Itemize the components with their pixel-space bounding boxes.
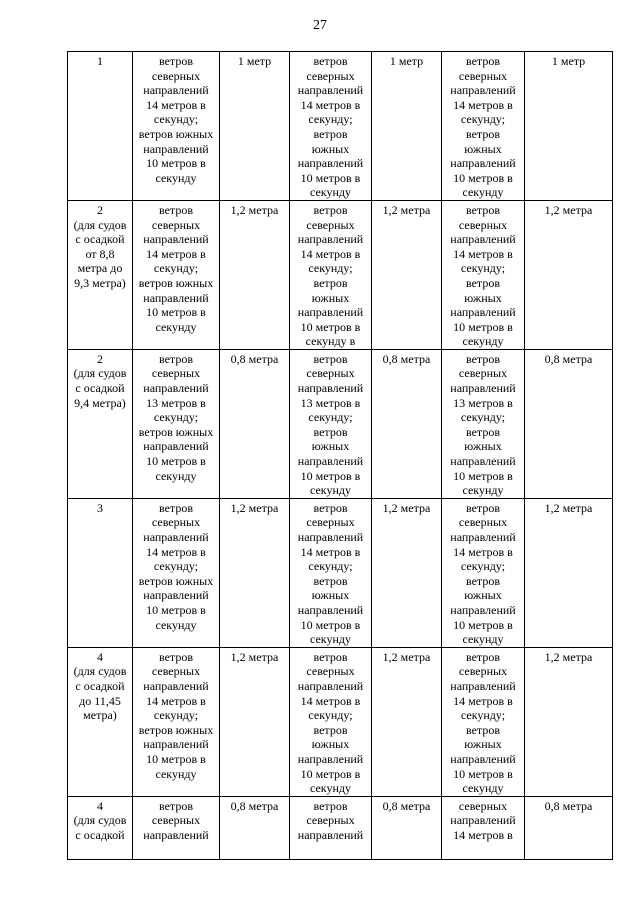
table-row xyxy=(68,647,613,796)
cell-number: 1 xyxy=(68,52,133,201)
cell-value: 1,2 метра xyxy=(372,647,442,796)
cell-wind-condition: ветров северных направлений 14 метров в секунду; ветров южных направлений 10 метров в секунду xyxy=(133,52,220,201)
cell-number: 4 (для судов с осадкой xyxy=(68,796,133,859)
cell-wind-condition: ветров северных направлений 14 метров в секунду; ветров южных направлений 10 метров в секунду xyxy=(290,647,372,796)
wind-restrictions-table xyxy=(67,51,613,860)
cell-wind-condition: ветров северных направлений 13 метров в секунду; ветров южных направлений 10 метров в секунду xyxy=(133,349,220,498)
cell-value: 1 метр xyxy=(220,52,290,201)
cell-value: 1,2 метра xyxy=(372,200,442,349)
table-body xyxy=(68,52,613,860)
cell-wind-condition: ветров северных направлений 14 метров в секунду; ветров южных направлений 10 метров в секунду xyxy=(442,52,525,201)
cell-value: 1,2 метра xyxy=(525,647,613,796)
cell-number: 4 (для судов с осадкой до 11,45 метра) xyxy=(68,647,133,796)
cell-value: 1,2 метра xyxy=(220,647,290,796)
cell-value: 0,8 метра xyxy=(372,796,442,859)
cell-number: 2 (для судов с осадкой от 8,8 метра до 9,3 метра) xyxy=(68,200,133,349)
cell-wind-condition: ветров северных направлений 14 метров в секунду; ветров южных направлений 10 метров в секунду xyxy=(290,52,372,201)
table-row xyxy=(68,349,613,498)
cell-wind-condition: ветров северных направлений 13 метров в секунду; ветров южных направлений 10 метров в секунду xyxy=(442,349,525,498)
cell-value: 1,2 метра xyxy=(220,498,290,647)
table-row xyxy=(68,796,613,859)
cell-value: 1,2 метра xyxy=(525,498,613,647)
cell-value: 0,8 метра xyxy=(525,796,613,859)
cell-wind-condition: ветров северных направлений 14 метров в секунду; ветров южных направлений 10 метров в секунду xyxy=(442,647,525,796)
table-row xyxy=(68,52,613,201)
cell-wind-condition: ветров северных направлений 14 метров в секунду; ветров южных направлений 10 метров в секунду xyxy=(133,647,220,796)
cell-wind-condition: северных направлений 14 метров в xyxy=(442,796,525,859)
cell-wind-condition: ветров северных направлений 14 метров в секунду; ветров южных направлений 10 метров в секунду xyxy=(290,498,372,647)
cell-number: 3 xyxy=(68,498,133,647)
cell-wind-condition: ветров северных направлений 13 метров в секунду; ветров южных направлений 10 метров в секунду xyxy=(290,349,372,498)
cell-wind-condition: ветров северных направлений xyxy=(290,796,372,859)
cell-value: 1,2 метра xyxy=(372,498,442,647)
cell-value: 0,8 метра xyxy=(525,349,613,498)
table-row xyxy=(68,498,613,647)
cell-value: 0,8 метра xyxy=(220,796,290,859)
page-number: 27 xyxy=(313,18,327,33)
cell-value: 0,8 метра xyxy=(220,349,290,498)
cell-wind-condition: ветров северных направлений 14 метров в секунду; ветров южных направлений 10 метров в секунду xyxy=(442,200,525,349)
cell-wind-condition: ветров северных направлений 14 метров в секунду; ветров южных направлений 10 метров в секунду xyxy=(133,498,220,647)
cell-value: 1,2 метра xyxy=(220,200,290,349)
cell-wind-condition: ветров северных направлений 14 метров в секунду; ветров южных направлений 10 метров в секунду xyxy=(442,498,525,647)
table-row xyxy=(68,200,613,349)
cell-wind-condition: ветров северных направлений 14 метров в секунду; ветров южных направлений 10 метров в секунду xyxy=(133,200,220,349)
cell-wind-condition: ветров северных направлений 14 метров в секунду; ветров южных направлений 10 метров в секунду в xyxy=(290,200,372,349)
cell-value: 1 метр xyxy=(372,52,442,201)
cell-number: 2 (для судов с осадкой 9,4 метра) xyxy=(68,349,133,498)
cell-wind-condition: ветров северных направлений xyxy=(133,796,220,859)
cell-value: 1 метр xyxy=(525,52,613,201)
cell-value: 0,8 метра xyxy=(372,349,442,498)
cell-value: 1,2 метра xyxy=(525,200,613,349)
